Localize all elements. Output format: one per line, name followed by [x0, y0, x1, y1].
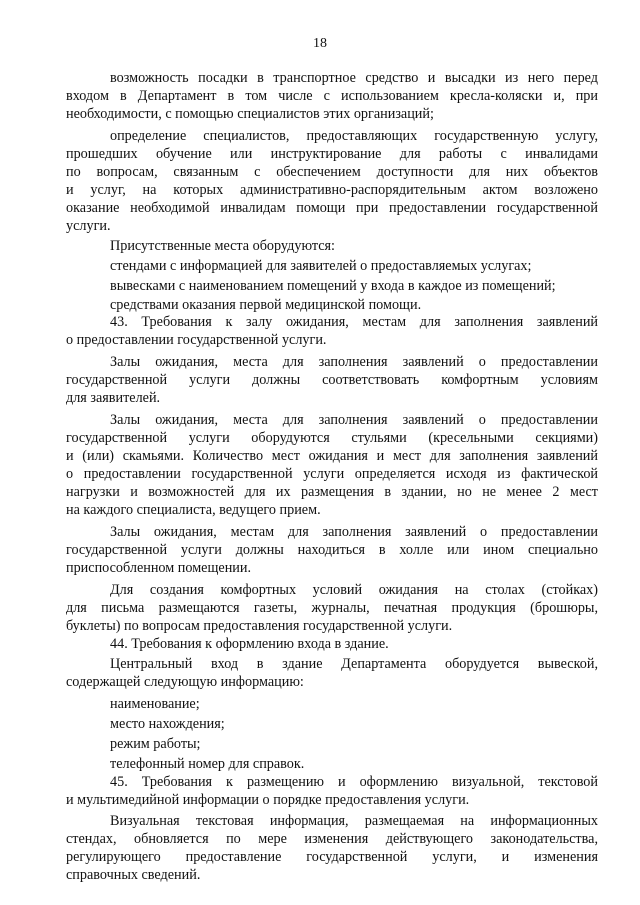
text-line: регулирующего предоставление государственной услуги, и изменения — [66, 849, 598, 865]
text-line: о предоставлении государственной услуги. — [66, 332, 327, 348]
text-line: оказание необходимой инвалидам помощи при предоставлении государственной — [66, 200, 598, 216]
text-line: содержащей следующую информацию: — [66, 674, 304, 690]
text-line: услуги. — [66, 218, 111, 234]
text-line: 43. Требования к залу ожидания, местам для заполнения заявлений — [110, 314, 598, 330]
text-line: режим работы; — [110, 736, 201, 752]
text-line: справочных сведений. — [66, 867, 201, 883]
text-line: и мультимедийной информации о порядке предоставления услуги. — [66, 792, 470, 808]
text-line: прошедших обучение или инструктирование для работы с инвалидами — [66, 146, 598, 162]
text-line: определение специалистов, предоставляющих государственную услугу, — [110, 128, 598, 144]
text-line: Присутственные места оборудуются: — [110, 238, 335, 254]
text-line: государственной услуги должны соответствовать комфортным условиям — [66, 372, 598, 388]
text-line: Залы ожидания, места для заполнения заявлений о предоставлении — [110, 354, 598, 370]
text-line: стендами с информацией для заявителей о предоставляемых услугах; — [110, 258, 532, 274]
text-line: и услуг, на которых административно-распорядительным актом возложено — [66, 182, 598, 198]
text-line: 44. Требования к оформлению входа в здание. — [110, 636, 389, 652]
text-line: наименование; — [110, 696, 200, 712]
text-line: Для создания комфортных условий ожидания на столах (стойках) — [110, 582, 598, 598]
text-line: и (или) скамьями. Количество мест ожидания и мест для заполнения заявлений — [66, 448, 598, 464]
text-line: государственной услуги оборудуются стульями (кресельными секциями) — [66, 430, 598, 446]
text-line: средствами оказания первой медицинской помощи. — [110, 297, 422, 313]
text-line: телефонный номер для справок. — [110, 756, 305, 772]
text-line: приспособленном помещении. — [66, 560, 252, 576]
text-line: для письма размещаются газеты, журналы, печатная продукция (брошюры, — [66, 600, 598, 616]
text-line: Залы ожидания, местам для заполнения заявлений о предоставлении — [110, 524, 598, 540]
text-line: 45. Требования к размещению и оформлению визуальной, текстовой — [110, 774, 598, 790]
text-line: необходимости, с помощью специалистов этих организаций; — [66, 106, 434, 122]
text-line: Визуальная текстовая информация, размещаемая на информационных — [110, 813, 598, 829]
text-line: стендах, обновляется по мере изменения действующего законодательства, — [66, 831, 598, 847]
text-line: по вопросам, связанным с обеспечением доступности для них объектов — [66, 164, 598, 180]
text-line: вывесками с наименованием помещений у входа в каждое из помещений; — [110, 278, 556, 294]
text-line: для заявителей. — [66, 390, 161, 406]
text-line: Залы ожидания, места для заполнения заявлений о предоставлении — [110, 412, 598, 428]
text-line: нагрузки и возможностей для их размещения в здании, но не менее 2 мест — [66, 484, 598, 500]
text-line: о предоставлении государственной услуги определяется исходя из фактической — [66, 466, 598, 482]
text-line: на каждого специалиста, ведущего прием. — [66, 502, 321, 518]
text-line: Центральный вход в здание Департамента оборудуется вывеской, — [110, 656, 598, 672]
page-number: 18 — [313, 36, 327, 51]
text-line: буклеты) по вопросам предоставления государственной услуги. — [66, 618, 453, 634]
text-line: возможность посадки в транспортное средство и высадки из него перед — [110, 70, 598, 86]
text-line: место нахождения; — [110, 716, 225, 732]
text-line: входом в Департамент в том числе с использованием кресла-коляски и, при — [66, 88, 598, 104]
text-line: государственной услуги должны находиться в холле или ином специально — [66, 542, 598, 558]
